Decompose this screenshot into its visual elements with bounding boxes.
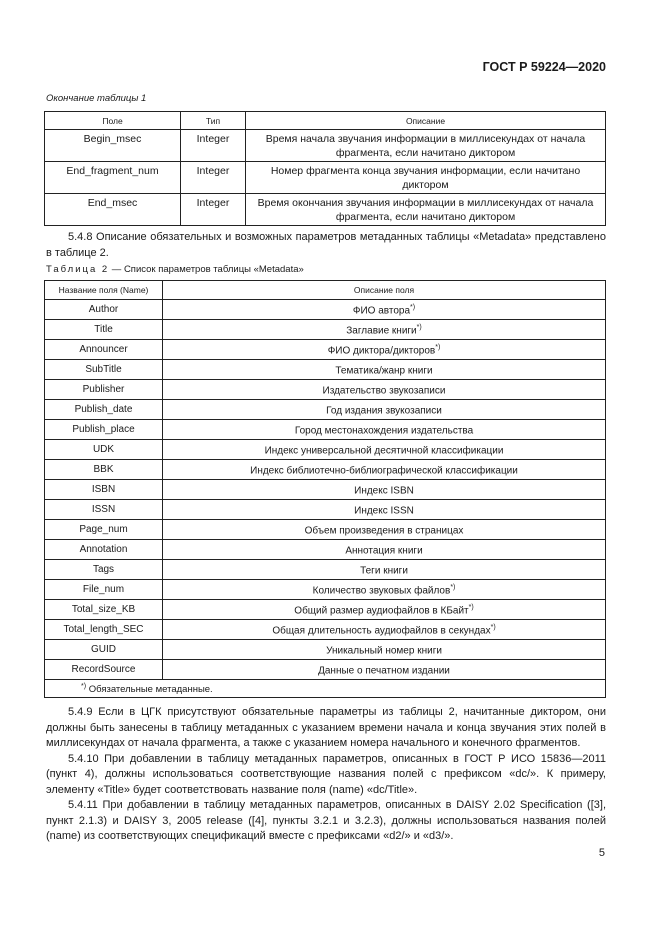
description-text: Данные о печатном издании: [318, 665, 450, 677]
paragraph-5-4-11: [46, 798, 606, 845]
table-row: [45, 340, 606, 360]
description-text: Индекс библиотечно-библиографической классификации: [250, 465, 518, 477]
table2-caption: [46, 264, 304, 275]
table-row: [45, 580, 606, 600]
description-text: Индекс универсальной десятичной классификации: [264, 445, 504, 457]
table-2: [44, 280, 606, 698]
description-text: Уникальный номер книги: [326, 645, 442, 657]
field-name: Annotation: [45, 540, 163, 560]
table-1: [44, 111, 606, 226]
table-cell: Номер фрагмента конца звучания информации, если начитано диктором: [246, 162, 606, 194]
paragraph-text: 5.4.11 При добавлении в таблицу метаданных параметров, описанных в DAISY 2.02 Specification ([3], пункт 2.1.3) и DAISY 3, 2005 release ([4], пункты 3.2.1 и 3.2.3), должны использоваться названия полей (name) из соответствующих спецификаций вместе с префиксами «d2/» и «d3/».: [46, 799, 606, 842]
table-row: [45, 130, 606, 162]
paragraph-5-4-8: [46, 230, 606, 261]
table-row: [45, 520, 606, 540]
table-row: [45, 640, 606, 660]
description-text: Общая длительность аудиофайлов в секундах: [272, 625, 491, 637]
page-number: 5: [598, 847, 605, 859]
caption-text: — Список параметров таблицы «Metadata»: [109, 264, 304, 275]
field-description: [163, 400, 606, 420]
description-text: Заглавие книги: [346, 325, 417, 337]
description-text: Индекс ISSN: [354, 505, 414, 517]
field-description: [163, 620, 606, 640]
field-name: BBK: [45, 460, 163, 480]
required-mark: *): [468, 603, 474, 611]
paragraphs: [46, 705, 606, 845]
column-header: Поле: [45, 112, 181, 130]
field-name: ISBN: [45, 480, 163, 500]
field-description: [163, 520, 606, 540]
field-name: File_num: [45, 580, 163, 600]
table-row: [45, 600, 606, 620]
table-cell: Integer: [181, 194, 246, 226]
table-cell: Время окончания звучания информации в миллисекундах от начала фрагмента, если начитано диктором: [246, 194, 606, 226]
table-cell: Integer: [181, 162, 246, 194]
paragraph-text: 5.4.8 Описание обязательных и возможных параметров метаданных таблицы «Metadata» представлено в таблице 2.: [46, 231, 606, 259]
field-description: [163, 540, 606, 560]
footnote: [45, 680, 606, 698]
column-header: Описание: [246, 112, 606, 130]
description-text: Объем произведения в страницах: [304, 525, 464, 537]
description-text: Издательство звукозаписи: [322, 385, 446, 397]
column-header: Тип: [181, 112, 246, 130]
field-description: [163, 380, 606, 400]
field-name: SubTitle: [45, 360, 163, 380]
field-description: [163, 440, 606, 460]
description-text: Теги книги: [360, 565, 408, 577]
table-cell: Integer: [181, 130, 246, 162]
field-name: GUID: [45, 640, 163, 660]
field-name: Tags: [45, 560, 163, 580]
field-name: Total_length_SEC: [45, 620, 163, 640]
footnote-text: Обязательные метаданные.: [86, 684, 213, 696]
field-description: [163, 360, 606, 380]
table-row: [45, 460, 606, 480]
table-cell: End_fragment_num: [45, 162, 181, 194]
table-row: [45, 480, 606, 500]
description-text: Тематика/жанр книги: [335, 365, 433, 377]
field-name: Publisher: [45, 380, 163, 400]
paragraph-5-4-9: [46, 705, 606, 752]
required-mark: *): [416, 323, 422, 331]
caption-label: Таблица 2: [46, 264, 110, 275]
description-text: Год издания звукозаписи: [326, 405, 442, 417]
table-row: [45, 660, 606, 680]
column-header: Описание поля: [163, 281, 606, 300]
field-description: [163, 580, 606, 600]
table-row: [45, 300, 606, 320]
field-name: Announcer: [45, 340, 163, 360]
field-description: [163, 640, 606, 660]
table1-continuation-label: Окончание таблицы 1: [46, 93, 147, 104]
table-cell: Время начала звучания информации в миллисекундах от начала фрагмента, если начитано диктором: [246, 130, 606, 162]
required-mark: *): [490, 623, 496, 631]
field-description: [163, 560, 606, 580]
field-name: Page_num: [45, 520, 163, 540]
paragraph-text: 5.4.9 Если в ЦГК присутствуют обязательные параметры из таблицы 2, начитанные диктором, они должны быть занесены в таблицу метаданных с указанием времени начала и конца звучания этих полей в миллисекундах от начала фрагмента, а также с указанием номера начального и конечного фрагментов.: [46, 706, 606, 749]
description-text: ФИО автора: [352, 305, 411, 317]
field-name: Publish_date: [45, 400, 163, 420]
standard-number: ГОСТ Р 59224—2020: [482, 60, 606, 74]
field-description: [163, 600, 606, 620]
field-name: Author: [45, 300, 163, 320]
field-description: [163, 340, 606, 360]
table-row: [45, 620, 606, 640]
table-row: [45, 440, 606, 460]
required-mark: *): [450, 583, 456, 591]
field-description: [163, 300, 606, 320]
description-text: Индекс ISBN: [354, 485, 414, 497]
table-cell: End_msec: [45, 194, 181, 226]
description-text: ФИО диктора/дикторов: [327, 345, 436, 357]
description-text: Город местонахождения издательства: [294, 425, 474, 437]
field-name: Title: [45, 320, 163, 340]
table-row: [45, 360, 606, 380]
required-mark: *): [410, 303, 416, 311]
field-description: [163, 660, 606, 680]
description-text: Аннотация книги: [345, 545, 423, 557]
field-name: Publish_place: [45, 420, 163, 440]
field-description: [163, 500, 606, 520]
field-name: RecordSource: [45, 660, 163, 680]
table-row: [45, 500, 606, 520]
field-name: Total_size_KB: [45, 600, 163, 620]
table-row: [45, 380, 606, 400]
paragraph-text: 5.4.10 При добавлении в таблицу метаданных параметров, описанных в ГОСТ Р ИСО 15836—2011 (пункт 4), должны использоваться соответствующие названия полей с префиксом «dc/». К примеру, элементу «Title» будет соответствовать название поля (name) «dc/Title».: [46, 752, 606, 796]
field-description: [163, 480, 606, 500]
field-description: [163, 460, 606, 480]
table-row: [45, 162, 606, 194]
required-mark: *): [435, 343, 441, 351]
table-row: [45, 194, 606, 226]
column-header: Название поля (Name): [45, 281, 163, 300]
field-description: [163, 420, 606, 440]
footnote-mark: *): [81, 682, 87, 690]
table-row: [45, 420, 606, 440]
table-row: [45, 320, 606, 340]
table-row: [45, 560, 606, 580]
description-text: Количество звуковых файлов: [312, 585, 451, 597]
field-description: [163, 320, 606, 340]
table-row: [45, 400, 606, 420]
description-text: Общий размер аудиофайлов в КБайт: [294, 605, 469, 617]
table-row: [45, 540, 606, 560]
table-cell: Begin_msec: [45, 130, 181, 162]
field-name: ISSN: [45, 500, 163, 520]
field-name: UDK: [45, 440, 163, 460]
paragraph-5-4-10: [46, 752, 606, 799]
